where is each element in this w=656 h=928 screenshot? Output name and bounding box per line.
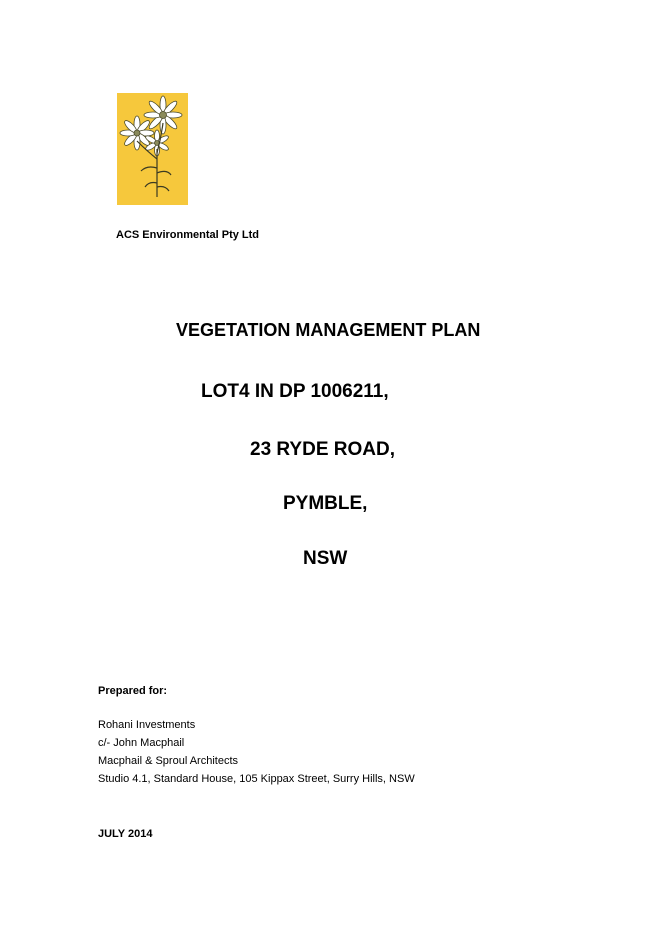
title-lot: LOT4 IN DP 1006211, bbox=[201, 381, 389, 402]
client-firm: Macphail & Sproul Architects bbox=[98, 755, 239, 767]
document-date: JULY 2014 bbox=[98, 828, 153, 840]
client-contact: c/- John Macphail bbox=[98, 737, 185, 749]
title-suburb: PYMBLE, bbox=[283, 493, 368, 514]
prepared-for-label: Prepared for: bbox=[98, 685, 168, 697]
flannel-flower-icon bbox=[117, 93, 188, 205]
title-state: NSW bbox=[303, 548, 348, 569]
document-title: VEGETATION MANAGEMENT PLAN bbox=[176, 320, 481, 340]
company-name: ACS Environmental Pty Ltd bbox=[116, 229, 260, 241]
company-logo bbox=[117, 93, 188, 205]
client-name: Rohani Investments bbox=[98, 719, 196, 731]
title-street: 23 RYDE ROAD, bbox=[250, 439, 395, 460]
client-address bbox=[98, 716, 415, 788]
client-street-address: Studio 4.1, Standard House, 105 Kippax Street, Surry Hills, NSW bbox=[98, 773, 415, 785]
